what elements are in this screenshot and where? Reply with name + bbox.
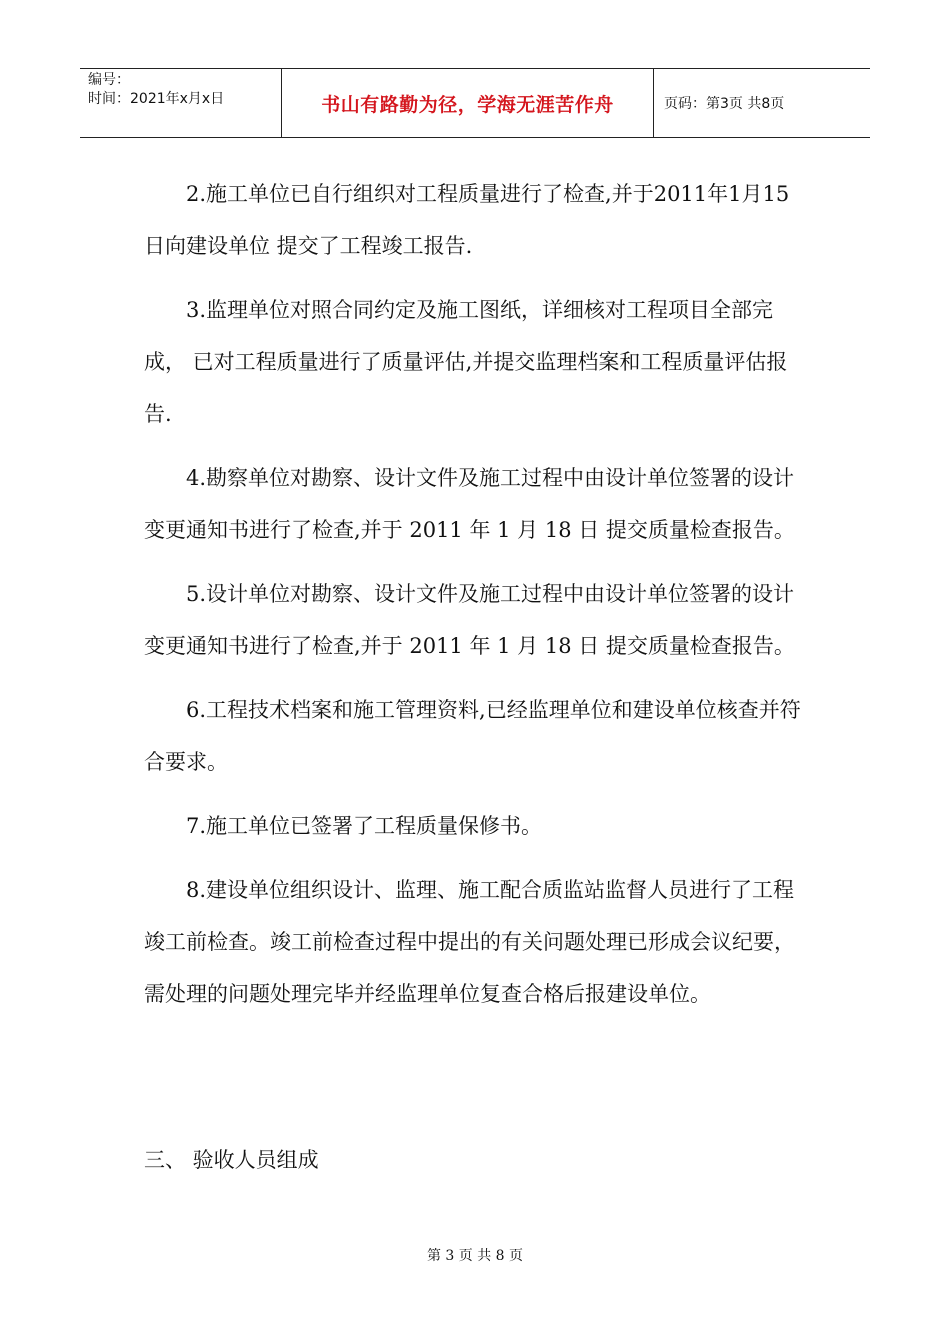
paragraph-6: 6.工程技术档案和施工管理资料,已经监理单位和建设单位核查并符合要求。 (144, 698, 801, 774)
header-meta (80, 69, 282, 137)
paragraph-5: 5.设计单位对勘察、设计文件及施工过程中由设计单位签署的设计变更通知书进行了检查,并于 2011 年 1 月 18 日 提交质量检查报告。 (144, 582, 795, 658)
header-motto: 书山有路勤为径，学海无涯苦作舟 (282, 69, 654, 137)
page-header (80, 68, 870, 138)
section-heading: 三、 验收人员组成 (144, 1148, 319, 1172)
page-footer: 第 3 页 共 8 页 (426, 1248, 524, 1264)
paragraph-4: 4.勘察单位对勘察、设计文件及施工过程中由设计单位签署的设计变更通知书进行了检查,并于 2011 年 1 月 18 日 提交质量检查报告。 (144, 466, 795, 542)
paragraph-7: 7.施工单位已签署了工程质量保修书。 (186, 814, 543, 838)
number-label: 编号： (88, 72, 130, 88)
paragraph-8: 8.建设单位组织设计、监理、施工配合质监站监督人员进行了工程竣工前检查。竣工前检查过程中提出的有关问题处理已形成会议纪要，需处理的问题处理完毕并经监理单位复查合格后报建设单位。 (144, 878, 795, 1006)
paragraph-3: 3.监理单位对照合同约定及施工图纸，详细核对工程项目全部完成， 已对工程质量进行了质量评估,并提交监理档案和工程质量评估报告. (144, 298, 788, 426)
paragraph-2: 2.施工单位已自行组织对工程质量进行了检查,并于2011年1月15日向建设单位 提交了工程竣工报告. (144, 182, 790, 258)
document-body (144, 168, 808, 1020)
header-page-info: 页码：第3页 共8页 (664, 96, 785, 112)
date-label: 时间：2021年x月x日 (88, 91, 225, 107)
